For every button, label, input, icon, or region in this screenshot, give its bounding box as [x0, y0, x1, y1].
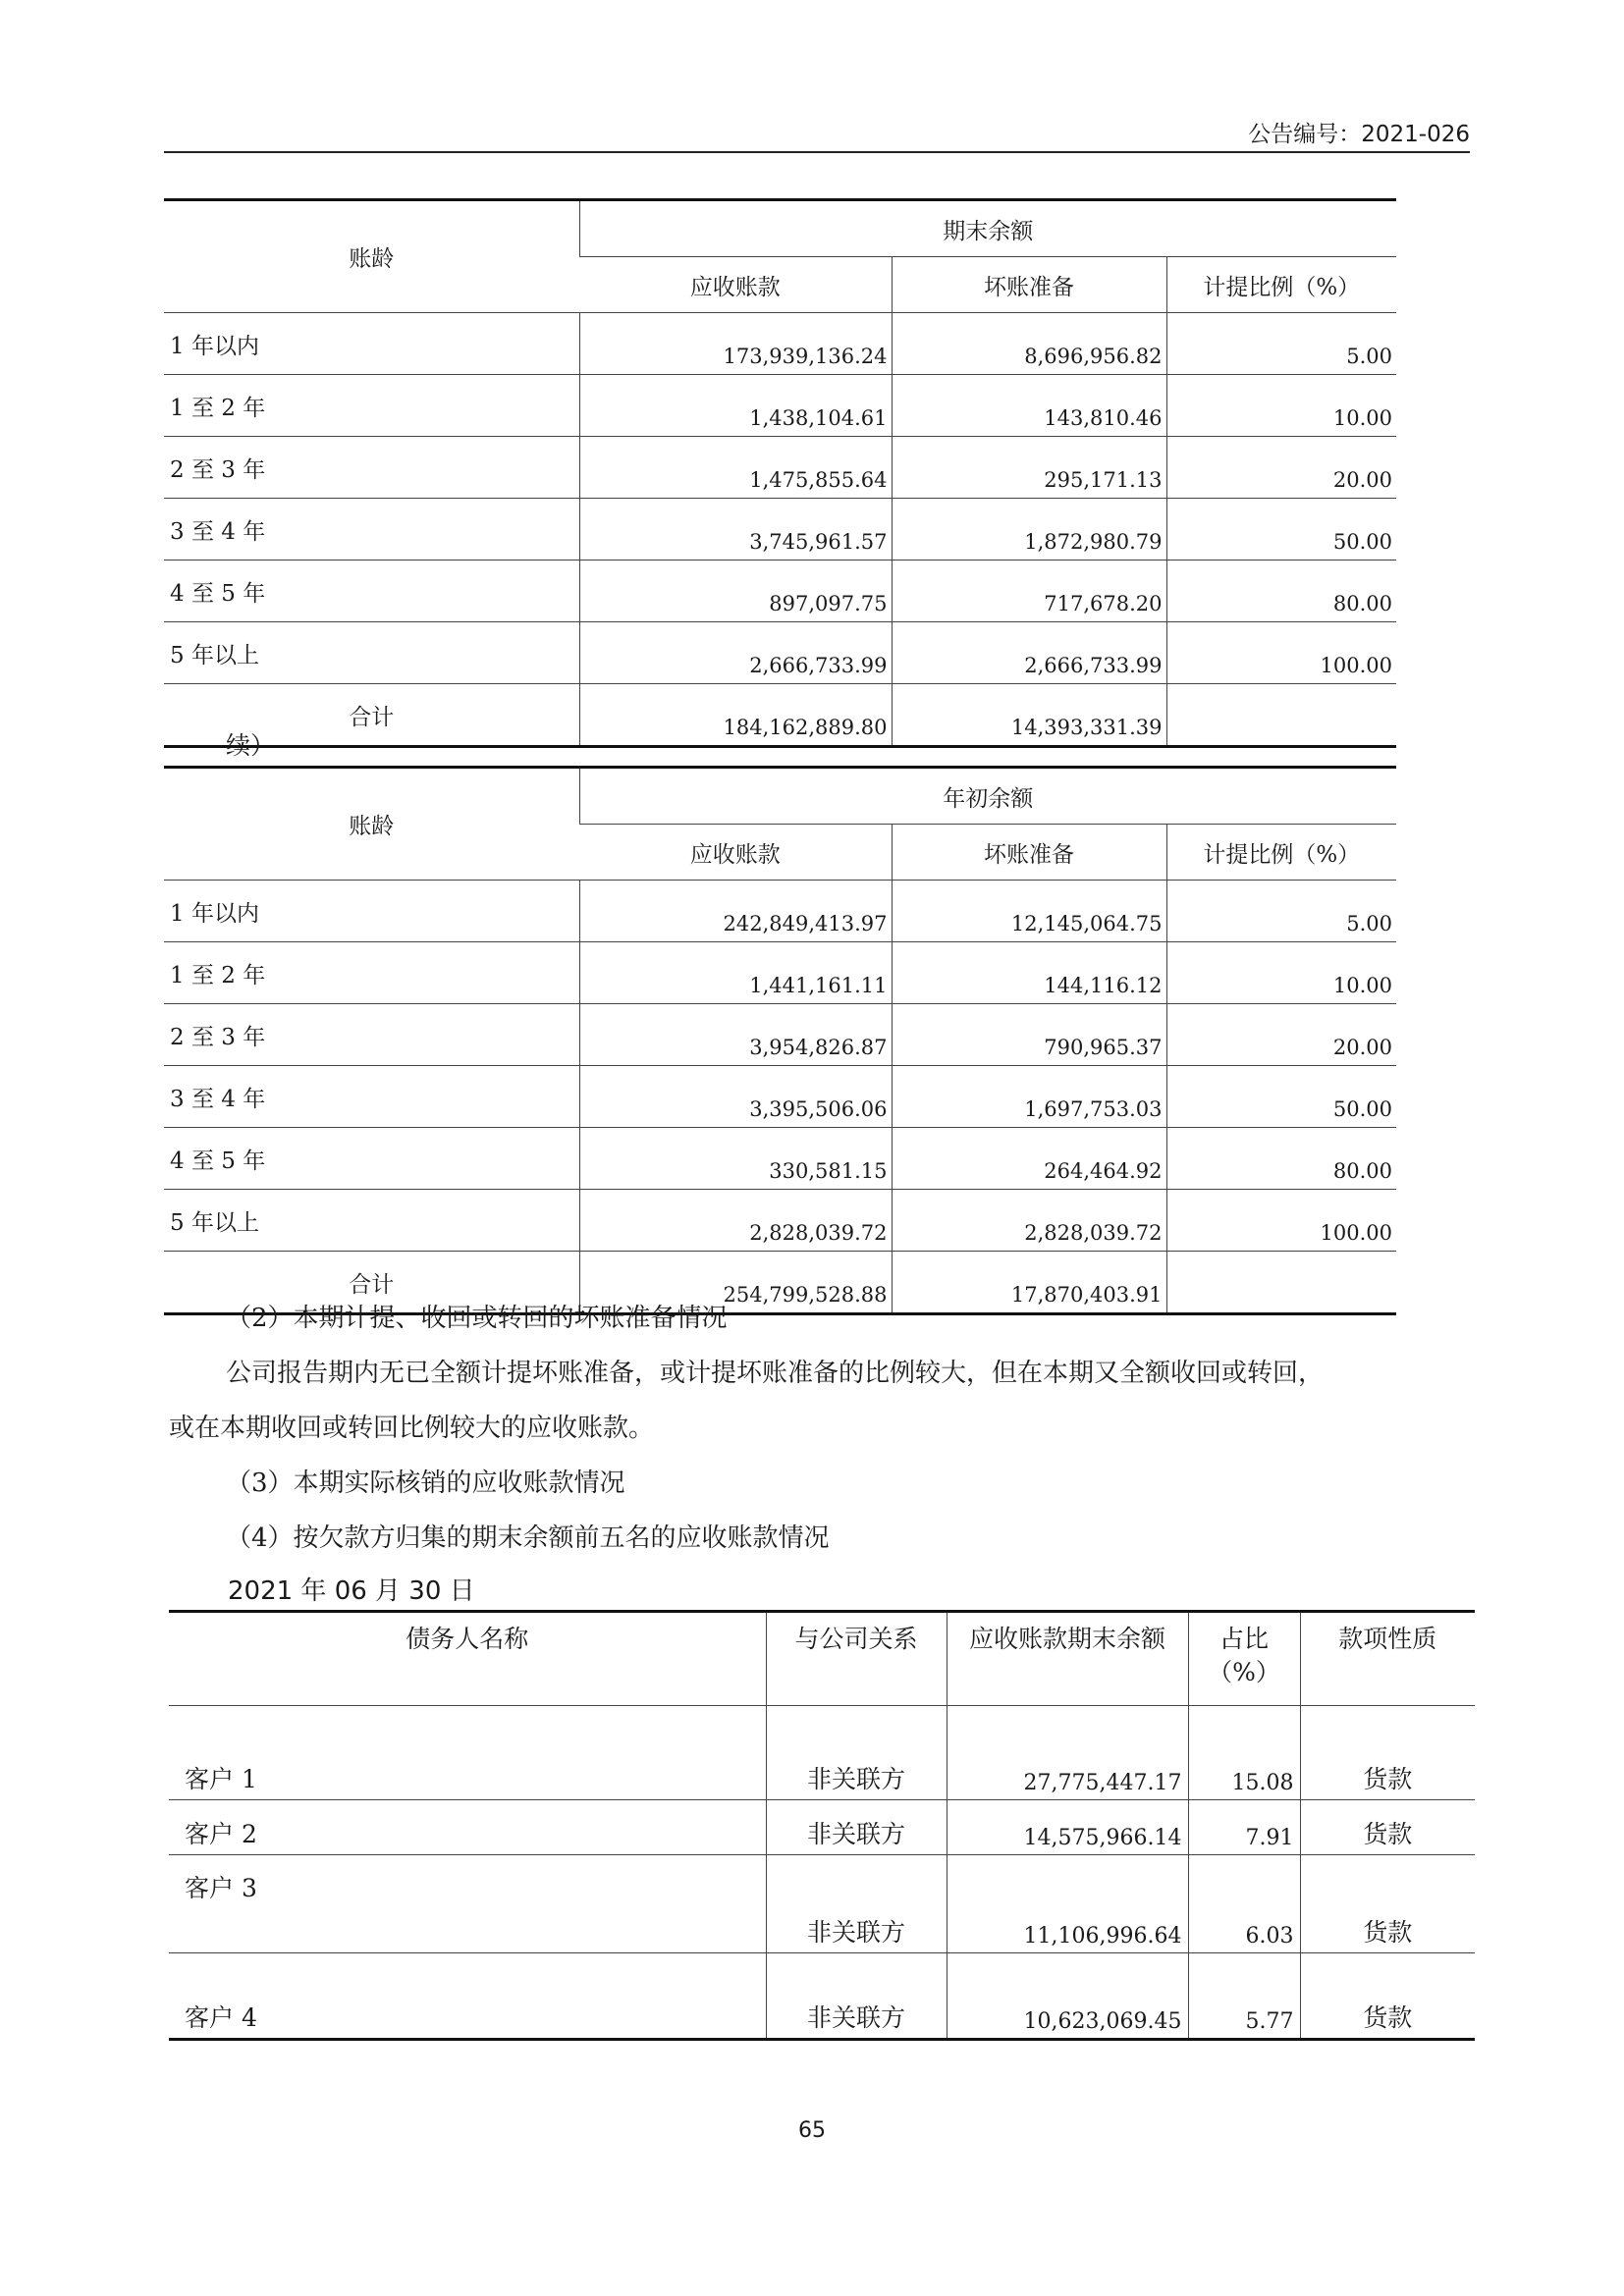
page-number: 65	[798, 2118, 826, 2143]
age-cell: 1 至 2 年	[164, 375, 579, 437]
aging-table-period-end	[164, 198, 1396, 748]
provision-cell: 8,696,956.82	[892, 313, 1166, 375]
nature-cell: 货款	[1300, 1855, 1475, 1953]
age-cell: 3 至 4 年	[164, 1066, 579, 1128]
age-cell: 4 至 5 年	[164, 1128, 579, 1190]
ratio-cell: 80.00	[1166, 1128, 1396, 1190]
continued-label: 续）	[226, 731, 276, 760]
col-relation-header: 与公司关系	[766, 1612, 947, 1706]
age-cell: 5 年以上	[164, 622, 579, 684]
ratio-cell: 20.00	[1166, 437, 1396, 499]
col-share-header: 占比（%）	[1188, 1612, 1300, 1706]
receivable-cell: 897,097.75	[579, 561, 892, 622]
ratio-cell: 20.00	[1166, 1004, 1396, 1066]
debtor-name-cell: 客户 3	[169, 1855, 766, 1953]
section3-heading: （3）本期实际核销的应收账款情况	[226, 1468, 625, 1498]
table-row	[164, 1190, 1396, 1252]
receivable-cell: 2,828,039.72	[579, 1190, 892, 1252]
ratio-cell: 10.00	[1166, 942, 1396, 1004]
receivable-cell: 173,939,136.24	[579, 313, 892, 375]
table-row	[164, 1066, 1396, 1128]
receivable-cell: 2,666,733.99	[579, 622, 892, 684]
group-header: 年初余额	[579, 768, 1396, 825]
group-header: 期末余额	[579, 200, 1396, 257]
provision-cell: 12,145,064.75	[892, 881, 1166, 942]
provision-cell: 2,828,039.72	[892, 1190, 1166, 1252]
section2-body-line1: 公司报告期内无已全额计提坏账准备，或计提坏账准备的比例较大，但在本期又全额收回或转回，	[226, 1359, 1325, 1388]
table-row	[164, 1004, 1396, 1066]
table-row	[169, 1800, 1475, 1855]
ratio-cell: 50.00	[1166, 1066, 1396, 1128]
amount-cell: 27,775,447.17	[947, 1706, 1188, 1800]
page-header	[164, 116, 1470, 153]
total-label: 合计	[349, 704, 395, 730]
ratio-cell: 100.00	[1166, 622, 1396, 684]
col-ratio-header: 计提比例（%）	[1166, 257, 1396, 313]
age-cell: 1 年以内	[164, 881, 579, 942]
relation-cell: 非关联方	[766, 1706, 947, 1800]
age-cell: 2 至 3 年	[164, 1004, 579, 1066]
debtor-name-cell: 客户 2	[169, 1800, 766, 1855]
relation-cell: 非关联方	[766, 1855, 947, 1953]
total-provision: 17,870,403.91	[892, 1252, 1166, 1314]
age-cell: 3 至 4 年	[164, 499, 579, 561]
receivable-cell: 3,395,506.06	[579, 1066, 892, 1128]
col-age-header: 账龄	[164, 200, 579, 313]
share-cell: 15.08	[1188, 1706, 1300, 1800]
age-cell: 1 至 2 年	[164, 942, 579, 1004]
age-cell: 5 年以上	[164, 1190, 579, 1252]
share-cell: 6.03	[1188, 1855, 1300, 1953]
table-row	[164, 313, 1396, 375]
nature-cell: 货款	[1300, 1953, 1475, 2040]
relation-cell: 非关联方	[766, 1800, 947, 1855]
col-provision-header: 坏账准备	[892, 257, 1166, 313]
amount-cell: 11,106,996.64	[947, 1855, 1188, 1953]
nature-cell: 货款	[1300, 1706, 1475, 1800]
receivable-cell: 1,475,855.64	[579, 437, 892, 499]
receivable-cell: 3,954,826.87	[579, 1004, 892, 1066]
col-provision-header: 坏账准备	[892, 825, 1166, 881]
aging-table-year-begin	[164, 766, 1396, 1315]
total-ratio-empty	[1166, 1252, 1396, 1314]
provision-cell: 2,666,733.99	[892, 622, 1166, 684]
table-row	[164, 881, 1396, 942]
total-row	[164, 684, 1396, 747]
receivable-cell: 242,849,413.97	[579, 881, 892, 942]
provision-cell: 295,171.13	[892, 437, 1166, 499]
ratio-cell: 100.00	[1166, 1190, 1396, 1252]
section2-body-line2: 或在本期收回或转回比例较大的应收账款。	[169, 1414, 655, 1443]
total-provision: 14,393,331.39	[892, 684, 1166, 747]
ratio-cell: 50.00	[1166, 499, 1396, 561]
section2-heading: （2）本期计提、收回或转回的坏账准备情况	[226, 1304, 728, 1333]
top-debtors-table	[169, 1610, 1475, 2041]
ratio-cell: 10.00	[1166, 375, 1396, 437]
col-nature-header: 款项性质	[1300, 1612, 1475, 1706]
col-ratio-header: 计提比例（%）	[1166, 825, 1396, 881]
ratio-cell: 80.00	[1166, 561, 1396, 622]
provision-cell: 1,697,753.03	[892, 1066, 1166, 1128]
table-row	[164, 1128, 1396, 1190]
section4-heading: （4）按欠款方归集的期末余额前五名的应收账款情况	[226, 1523, 830, 1553]
amount-cell: 10,623,069.45	[947, 1953, 1188, 2040]
total-ratio-empty	[1166, 684, 1396, 747]
provision-cell: 790,965.37	[892, 1004, 1166, 1066]
receivable-cell: 3,745,961.57	[579, 499, 892, 561]
provision-cell: 143,810.46	[892, 375, 1166, 437]
col-amount-header: 应收账款期末余额	[947, 1612, 1188, 1706]
table-row	[164, 561, 1396, 622]
table-row	[164, 942, 1396, 1004]
age-cell: 1 年以内	[164, 313, 579, 375]
debtor-name-cell: 客户 1	[169, 1706, 766, 1800]
col-debtor-name-header: 债务人名称	[169, 1612, 766, 1706]
age-cell: 2 至 3 年	[164, 437, 579, 499]
total-receivable: 254,799,528.88	[579, 1252, 892, 1314]
announcement-number: 公告编号：2021-026	[1248, 122, 1470, 147]
amount-cell: 14,575,966.14	[947, 1800, 1188, 1855]
date-label: 2021 年 06 月 30 日	[228, 1576, 475, 1606]
provision-cell: 717,678.20	[892, 561, 1166, 622]
nature-cell: 货款	[1300, 1800, 1475, 1855]
table-row	[164, 622, 1396, 684]
receivable-cell: 1,438,104.61	[579, 375, 892, 437]
table-row	[164, 499, 1396, 561]
col-receivable-header: 应收账款	[579, 257, 892, 313]
receivable-cell: 330,581.15	[579, 1128, 892, 1190]
table-row	[164, 437, 1396, 499]
table-row	[169, 1706, 1475, 1800]
age-cell: 4 至 5 年	[164, 561, 579, 622]
debtor-name-cell: 客户 4	[185, 2003, 257, 2032]
col-age-header: 账龄	[164, 768, 579, 881]
receivable-cell: 1,441,161.11	[579, 942, 892, 1004]
table-row	[169, 1953, 1475, 2040]
table-row	[169, 1855, 1475, 1953]
total-label: 合计	[349, 1271, 395, 1298]
provision-cell: 144,116.12	[892, 942, 1166, 1004]
provision-cell: 264,464.92	[892, 1128, 1166, 1190]
col-receivable-header: 应收账款	[579, 825, 892, 881]
total-receivable: 184,162,889.80	[579, 684, 892, 747]
provision-cell: 1,872,980.79	[892, 499, 1166, 561]
share-cell: 7.91	[1188, 1800, 1300, 1855]
table-row	[164, 375, 1396, 437]
relation-cell: 非关联方	[766, 1953, 947, 2040]
ratio-cell: 5.00	[1166, 313, 1396, 375]
share-cell: 5.77	[1188, 1953, 1300, 2040]
ratio-cell: 5.00	[1166, 881, 1396, 942]
